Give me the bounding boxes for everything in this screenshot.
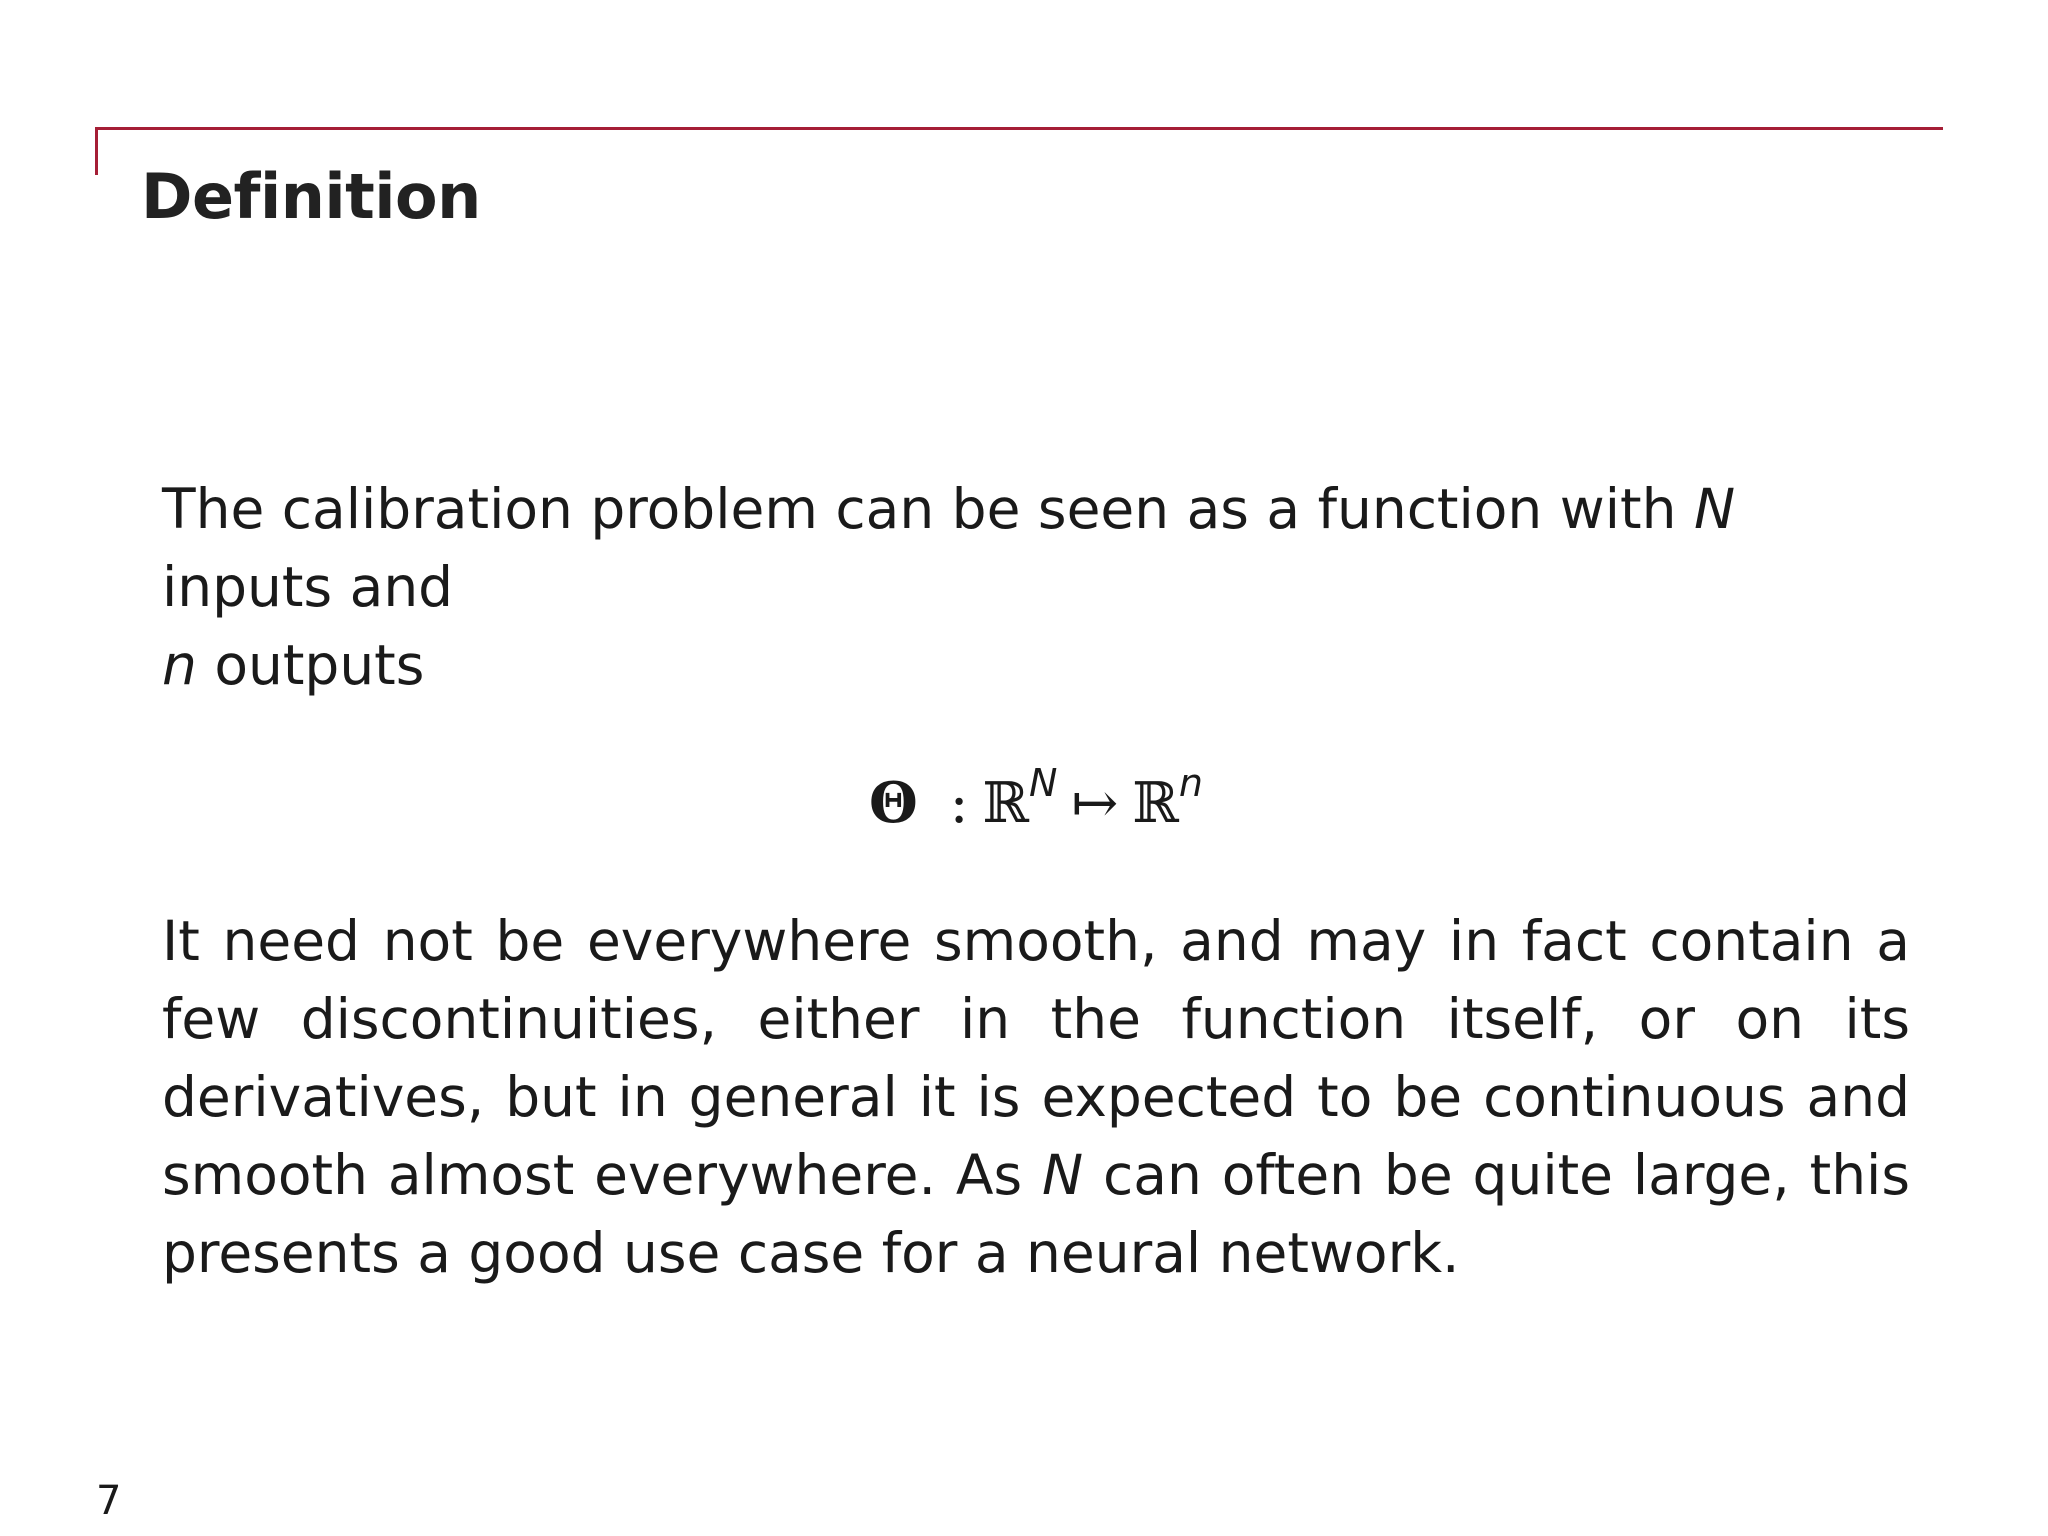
- formula-domain-exponent: N: [1029, 761, 1058, 805]
- formula-codomain-exponent: n: [1178, 761, 1203, 805]
- explanation-text-a: It need not be everywhere smooth, and may in fact contain a few discontinuities, either in the function itself, or on its derivatives, but in general it is expected to be continuous and smooth almost everywhere. As: [162, 909, 1910, 1207]
- slide-title: Definition: [141, 160, 481, 233]
- var-N: N: [1693, 477, 1736, 541]
- formula-codomain: ℝ: [1132, 771, 1179, 836]
- intro-text-b: inputs and: [162, 555, 454, 619]
- formula-theta: Θ: [868, 770, 918, 836]
- explanation-text-b: can often be quite large, this presents a good use case for a neural network.: [162, 1143, 1910, 1285]
- formula-maps-to-arrow: ↦: [1071, 771, 1119, 836]
- formula-colon: :: [949, 771, 969, 836]
- intro-paragraph: [162, 470, 1910, 704]
- var-n: n: [162, 633, 197, 697]
- mapping-formula: [162, 758, 1910, 848]
- slide-body: [162, 470, 1910, 1292]
- formula-domain: ℝ: [982, 771, 1029, 836]
- page-number: 7: [96, 1478, 122, 1524]
- title-frame-top-rule: [95, 127, 1943, 130]
- title-frame-left-rule: [95, 127, 98, 175]
- intro-text-c: outputs: [196, 633, 425, 697]
- intro-text-a: The calibration problem can be seen as a function with: [162, 477, 1694, 541]
- explanation-paragraph: [162, 902, 1910, 1292]
- var-N-2: N: [1042, 1143, 1084, 1207]
